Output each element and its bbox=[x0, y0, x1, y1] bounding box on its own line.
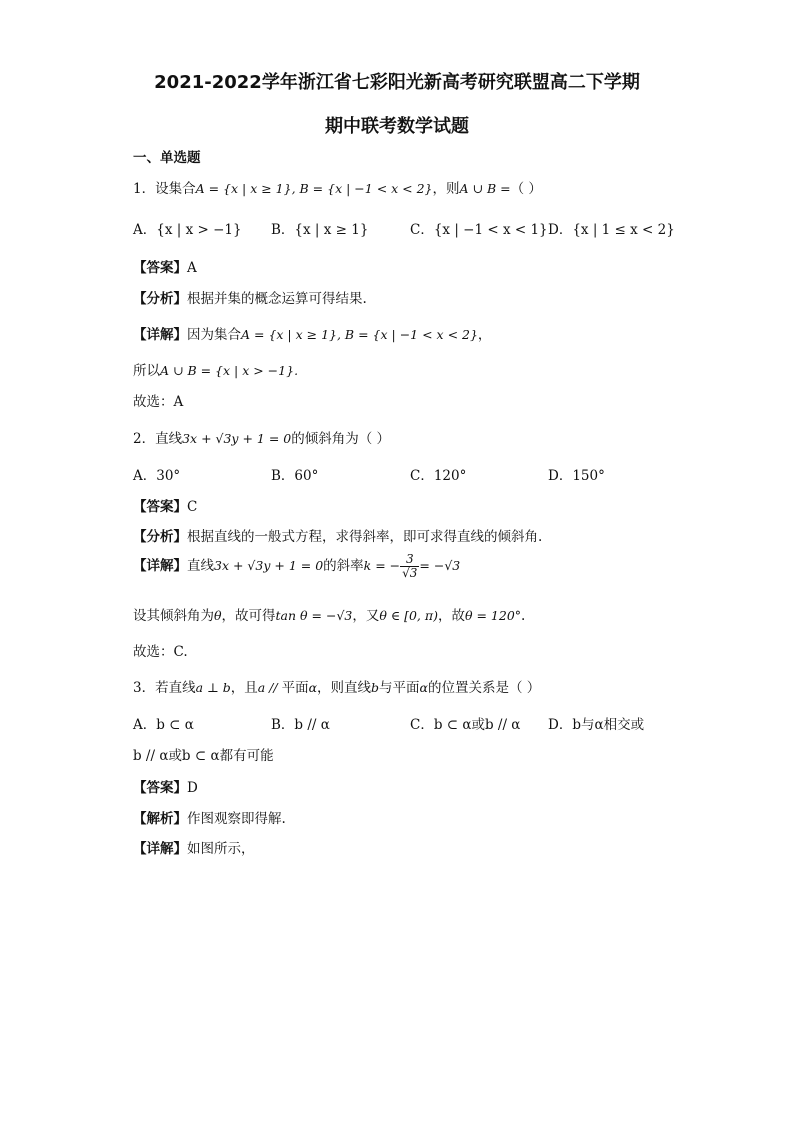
q3-stem-mid4: 与平面 bbox=[379, 680, 420, 696]
q2-answer bbox=[133, 495, 197, 515]
q1-stem-mid: ，则 bbox=[432, 181, 460, 197]
q1-detail-line2 bbox=[133, 359, 298, 379]
q2-frac-numerator: 3 bbox=[400, 553, 419, 567]
q1-analysis-text: 根据并集的概念运算可得结果. bbox=[187, 291, 367, 307]
q2-stem-math: 3x + √3y + 1 = 0 bbox=[182, 431, 292, 446]
q2-stem bbox=[133, 427, 390, 447]
q3-stem-alpha: α bbox=[308, 680, 318, 695]
q3-answer-value: D bbox=[187, 780, 198, 796]
q1-stem-suffix: （ ） bbox=[510, 181, 542, 197]
q2-line2-d: ，故 bbox=[437, 608, 465, 624]
q3-stem-mid: ，且 bbox=[230, 680, 258, 696]
q1-answer-tag: 【答案】 bbox=[133, 260, 187, 276]
q1-detail-tag: 【详解】 bbox=[133, 327, 187, 343]
q3-option-d: D．b与α相交或 bbox=[548, 717, 645, 733]
q1-choose: 故选：A bbox=[133, 394, 184, 410]
q3-answer-tag: 【答案】 bbox=[133, 780, 187, 796]
q2-detail-tag: 【详解】 bbox=[133, 558, 187, 575]
q1-analysis-tag: 【分析】 bbox=[133, 291, 187, 307]
q2-slope-fraction bbox=[400, 553, 419, 580]
q3-stem-alpha2: α bbox=[419, 680, 428, 695]
q2-line2-theta: θ bbox=[214, 608, 222, 623]
q2-detail-line2 bbox=[133, 604, 525, 624]
title-line-2: 期中联考数学试题 bbox=[325, 116, 469, 137]
q2-analysis bbox=[133, 525, 542, 545]
q3-stem-prefix: 3．若直线 bbox=[133, 680, 196, 696]
q3-option-b: B．b // α bbox=[271, 717, 330, 733]
q2-line2-b: ，故可得 bbox=[221, 608, 276, 624]
q2-detail-mid: 的斜率 bbox=[323, 558, 364, 575]
q2-option-d: D．150° bbox=[548, 468, 605, 484]
q1-line2-prefix: 所以 bbox=[133, 363, 160, 379]
q1-stem-prefix: 1．设集合 bbox=[133, 181, 196, 197]
q2-analysis-tag: 【分析】 bbox=[133, 529, 187, 545]
q2-stem-prefix: 2．直线 bbox=[133, 431, 183, 447]
q3-stem-math2: a // bbox=[257, 680, 282, 695]
q3-stem-suffix: 的位置关系是（ ） bbox=[428, 680, 541, 696]
q1-stem-math: A = {x | x ≥ 1}, B = {x | −1 < x < 2} bbox=[195, 181, 433, 196]
q3-detail-tag: 【详解】 bbox=[133, 841, 187, 857]
q3-answer bbox=[133, 776, 198, 796]
q2-answer-value: C bbox=[187, 499, 198, 515]
q1-option-b: B．{x | x ≥ 1} bbox=[271, 222, 369, 238]
q1-answer bbox=[133, 256, 197, 276]
q3-stem bbox=[133, 676, 540, 696]
q2-detail-math: 3x + √3y + 1 = 0 bbox=[214, 558, 324, 574]
q1-detail-text: 因为集合 bbox=[187, 327, 241, 343]
q2-answer-tag: 【答案】 bbox=[133, 499, 187, 515]
q3-stem-mid2: 平面 bbox=[281, 680, 309, 696]
q2-option-c: C．120° bbox=[410, 468, 467, 484]
q1-detail-math: A = {x | x ≥ 1}, B = {x | −1 < x < 2} bbox=[241, 327, 478, 342]
q2-line2-result: θ = 120° bbox=[464, 608, 522, 623]
q1-detail-end: ， bbox=[477, 327, 492, 343]
q1-detail bbox=[133, 323, 491, 343]
q2-detail-k: k = − bbox=[363, 558, 401, 574]
q1-option-c: C．{x | −1 < x < 1} bbox=[410, 222, 548, 238]
q2-option-a: A．30° bbox=[133, 468, 181, 484]
q2-analysis-text: 根据直线的一般式方程，求得斜率，即可求得直线的倾斜角. bbox=[187, 529, 543, 545]
q2-choose: 故选：C. bbox=[133, 644, 188, 660]
q2-option-b: B．60° bbox=[271, 468, 319, 484]
q3-stem-math: a ⊥ b bbox=[195, 680, 231, 695]
q1-analysis bbox=[133, 287, 367, 307]
title-line-1: 2021-2022学年浙江省七彩阳光新高考研究联盟高二下学期 bbox=[154, 72, 640, 93]
q3-analysis-text: 作图观察即得解. bbox=[187, 811, 286, 827]
q3-option-a: A．b ⊂ α bbox=[133, 717, 194, 733]
q3-stem-b: b bbox=[371, 680, 380, 695]
q1-stem-math2: A ∪ B = bbox=[459, 181, 511, 196]
q3-detail-text: 如图所示， bbox=[187, 841, 255, 857]
q2-detail-prefix: 直线 bbox=[187, 558, 214, 575]
q2-line2-range: θ ∈ [0, π) bbox=[379, 608, 438, 623]
q1-line2-math: A ∪ B = {x | x > −1}. bbox=[160, 363, 299, 378]
section-heading: 一、单选题 bbox=[133, 150, 201, 166]
q1-option-d: D．{x | 1 ≤ x < 2} bbox=[548, 222, 675, 238]
q2-line2-e: . bbox=[521, 608, 526, 624]
q2-frac-denominator: √3 bbox=[402, 566, 418, 581]
q2-stem-suffix: 的倾斜角为（ ） bbox=[291, 431, 391, 447]
q1-answer-value: A bbox=[187, 260, 197, 276]
q2-detail bbox=[133, 553, 460, 580]
q1-option-a: A．{x | x > −1} bbox=[133, 222, 242, 238]
q2-line2-a: 设其倾斜角为 bbox=[133, 608, 214, 624]
q3-option-d-continued: b // α或b ⊂ α都有可能 bbox=[133, 748, 274, 764]
q1-stem bbox=[133, 177, 542, 197]
q3-analysis bbox=[133, 807, 286, 827]
q3-stem-mid3: ，则直线 bbox=[317, 680, 372, 696]
q2-line2-tan: tan θ = −√3 bbox=[275, 608, 353, 623]
q2-line2-c: ，又 bbox=[352, 608, 380, 624]
q2-detail-end: = −√3 bbox=[419, 558, 461, 574]
q3-option-c: C．b ⊂ α或b // α bbox=[410, 717, 521, 733]
q3-analysis-tag: 【解析】 bbox=[133, 811, 187, 827]
q3-detail bbox=[133, 837, 255, 857]
